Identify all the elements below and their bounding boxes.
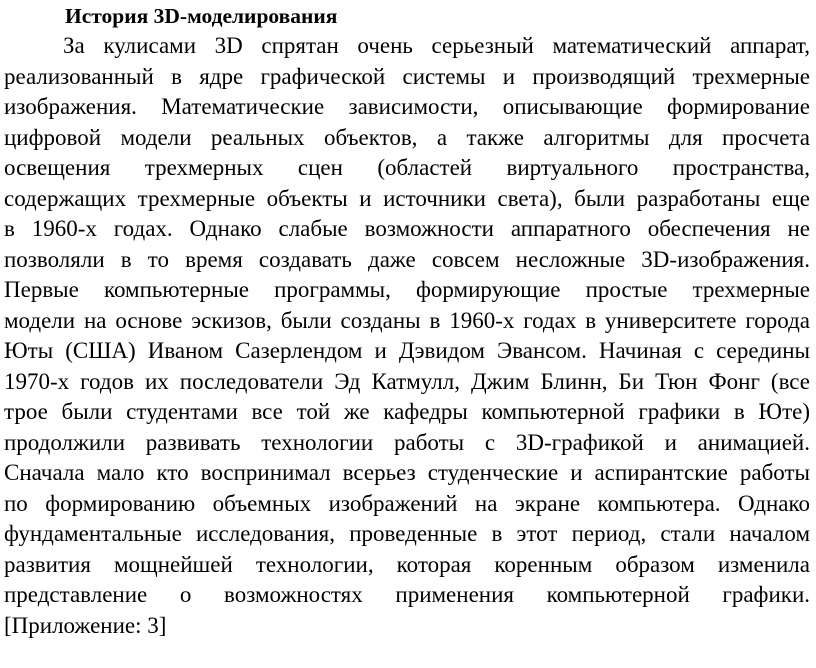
paragraph-line: по формированию объемных изображений на экране компьютера. Однако xyxy=(4,490,810,516)
document-title: История 3D-моделирования xyxy=(65,4,338,28)
paragraph-line: содержащих трехмерные объекты и источники света), были разработаны еще xyxy=(4,185,810,211)
paragraph-line: трое были студентами все той же кафедры компьютерной графики в Юте) xyxy=(4,399,810,424)
paragraph-line: продолжили развивать технологии работы с 3D-графикой и анимацией. xyxy=(4,429,810,455)
paragraph-line: За кулисами 3D спрятан очень серьезный математический аппарат, xyxy=(63,33,810,58)
paragraph-line: в 1960-х годах. Однако слабые возможности аппаратного обеспечения не xyxy=(4,216,810,241)
paragraph-line: освещения трехмерных сцен (областей виртуального пространства, xyxy=(4,155,810,180)
paragraph-line: реализованный в ядре графической системы и производящий трехмерные xyxy=(4,63,810,89)
paragraph-line: цифровой модели реальных объектов, а также алгоритмы для просчета xyxy=(4,124,810,150)
appendix-reference: [Приложение: 3] xyxy=(4,612,167,638)
paragraph-line: 1970-х годов их последователи Эд Катмулл, Джим Блинн, Би Тюн Фонг (все xyxy=(4,368,810,394)
paragraph-line: представление о возможностях применения компьютерной графики. xyxy=(4,582,810,607)
paragraph-line: Первые компьютерные программы, формирующие простые трехмерные xyxy=(4,277,810,302)
paragraph-line: Сначала мало кто воспринимал всерьез студенческие и аспирантские работы xyxy=(4,460,810,485)
paragraph-line: фундаментальные исследования, проведенные в этот период, стали началом xyxy=(4,521,810,546)
paragraph-line: Юты (США) Иваном Сазерлендом и Дэвидом Эвансом. Начиная с середины xyxy=(4,338,810,363)
paragraph-line: модели на основе эскизов, были созданы в 1960-х годах в университете города xyxy=(4,307,810,333)
paragraph-line: развития мощнейшей технологии, которая коренным образом изменила xyxy=(4,551,810,577)
paragraph-line: позволяли в то время создавать даже совсем несложные 3D-изображения. xyxy=(4,246,810,272)
document-body xyxy=(4,31,810,641)
paragraph-line: изображения. Математические зависимости, описывающие формирование xyxy=(4,94,810,119)
